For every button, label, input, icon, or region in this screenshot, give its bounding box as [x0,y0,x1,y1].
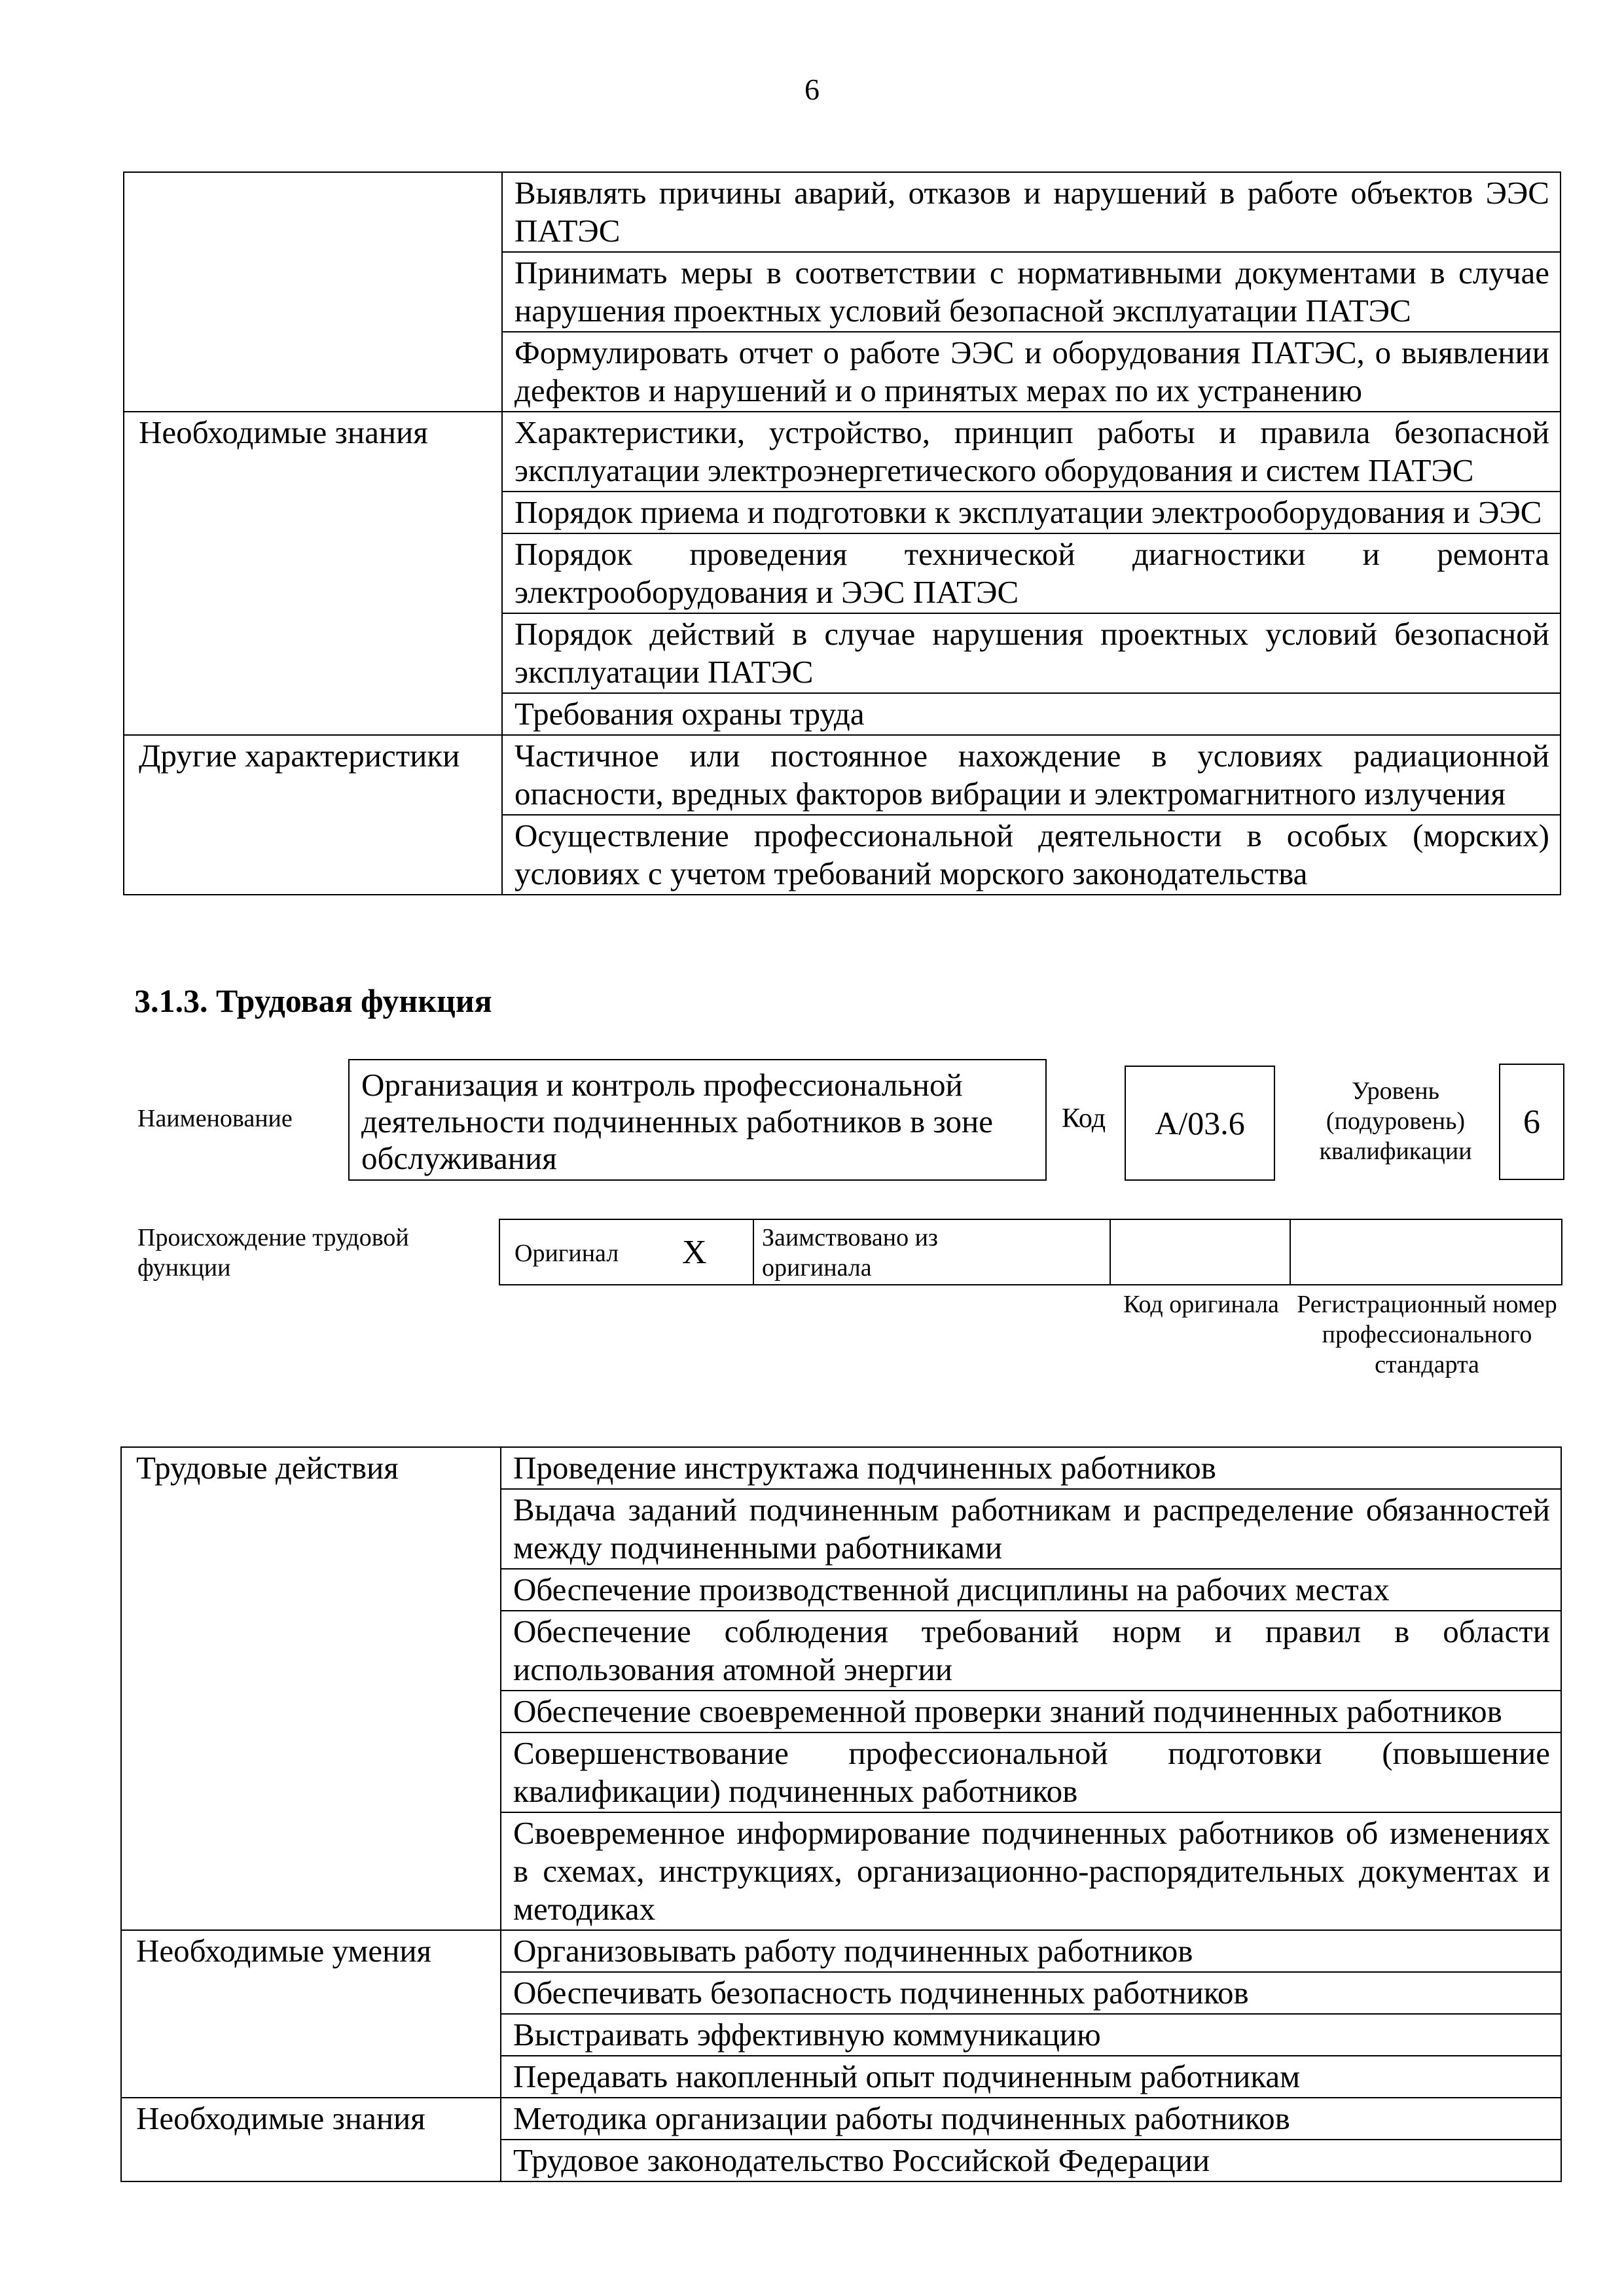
row-item: Порядок приема и подготовки к эксплуатации электрооборудования и ЭЭС [502,492,1561,533]
origin-label: Происхождение трудовой функции [137,1224,409,1282]
level-label: Уровень (подуровень) квалификации [1319,1077,1472,1165]
row-item: Своевременное информирование подчиненных работников об изменениях в схемах, инструкциях, организационно-распорядительных документах и методиках [501,1812,1561,1930]
reg-number-cell [1291,1220,1562,1284]
row-item: Обеспечение производственной дисциплины на рабочих местах [501,1569,1561,1611]
code-value: А/03.6 [1155,1105,1245,1141]
row-item: Порядок действий в случае нарушения проектных условий безопасной эксплуатации ПАТЭС [502,613,1561,693]
name-label: Наименование [137,1105,293,1132]
row-item: Проведение инструктажа подчиненных работников [501,1447,1561,1489]
row-item: Передавать накопленный опыт подчиненным работникам [501,2056,1561,2098]
row-item: Выдача заданий подчиненным работникам и распределение обязанностей между подчиненными работниками [501,1489,1561,1569]
table-row [124,735,1561,815]
code-original-cell [1111,1220,1291,1284]
original-label: Оригинал [514,1240,619,1267]
code-box [1125,1066,1275,1181]
row-label: Другие характеристики [124,735,502,895]
row-item: Выстраивать эффективную коммуникацию [501,2014,1561,2056]
code-label: Код [1062,1103,1106,1134]
original-mark: X [682,1234,707,1271]
row-item: Порядок проведения технической диагностики и ремонта электрооборудования и ЭЭС ПАТЭС [502,533,1561,613]
function-name-box [348,1059,1047,1181]
borrowed-cell [754,1220,1111,1284]
row-item: Частичное или постоянное нахождение в условиях радиационной опасности, вредных факторов вибрации и электромагнитного излучения [502,735,1561,815]
table-row [121,1930,1561,1972]
row-item: Требования охраны труда [502,693,1561,735]
row-label: Необходимые умения [121,1930,501,2098]
page-number: 6 [804,73,820,106]
level-box [1499,1064,1564,1180]
row-item: Методика организации работы подчиненных работников [501,2098,1561,2140]
origin-row [499,1219,1562,1285]
original-cell [499,1220,754,1284]
table-row [124,412,1561,492]
reg-number-caption: Регистрационный номер профессионального стандарта [1297,1291,1557,1378]
row-item: Обеспечение соблюдения требований норм и правил в области использования атомной энергии [501,1611,1561,1691]
row-item: Характеристики, устройство, принцип работы и правила безопасной эксплуатации электроэнергетического оборудования и систем ПАТЭС [502,412,1561,492]
labor-actions-table [120,1446,1562,2182]
table-row [121,2098,1561,2140]
row-label: Трудовые действия [121,1447,501,1930]
row-label [124,172,502,412]
row-item: Принимать меры в соответствии с нормативными документами в случае нарушения проектных условий безопасной эксплуатации ПАТЭС [502,252,1561,332]
code-original-caption: Код оригинала [1123,1291,1279,1318]
row-item: Трудовое законодательство Российской Федерации [501,2140,1561,2181]
skills-knowledge-table-continued [123,171,1561,895]
row-label: Необходимые знания [124,412,502,735]
row-label: Необходимые знания [121,2098,501,2181]
row-item: Обеспечивать безопасность подчиненных работников [501,1972,1561,2014]
table-row [121,1447,1561,1489]
table-row [124,172,1561,252]
borrowed-label: Заимствовано из оригинала [762,1224,938,1282]
row-item: Осуществление профессиональной деятельности в особых (морских) условиях с учетом требований морского законодательства [502,815,1561,895]
row-item: Выявлять причины аварий, отказов и нарушений в работе объектов ЭЭС ПАТЭС [502,172,1561,252]
level-value: 6 [1523,1103,1540,1141]
row-item: Обеспечение своевременной проверки знаний подчиненных работников [501,1691,1561,1732]
row-item: Организовывать работу подчиненных работников [501,1930,1561,1972]
function-name: Организация и контроль профессиональной деятельности подчиненных работников в зоне обслуживания [361,1067,993,1176]
section-title: 3.1.3. Трудовая функция [134,982,492,1019]
row-item: Совершенствование профессиональной подготовки (повышение квалификации) подчиненных работников [501,1732,1561,1812]
row-item: Формулировать отчет о работе ЭЭС и оборудования ПАТЭС, о выявлении дефектов и нарушений и о принятых мерах по их устранению [502,332,1561,412]
